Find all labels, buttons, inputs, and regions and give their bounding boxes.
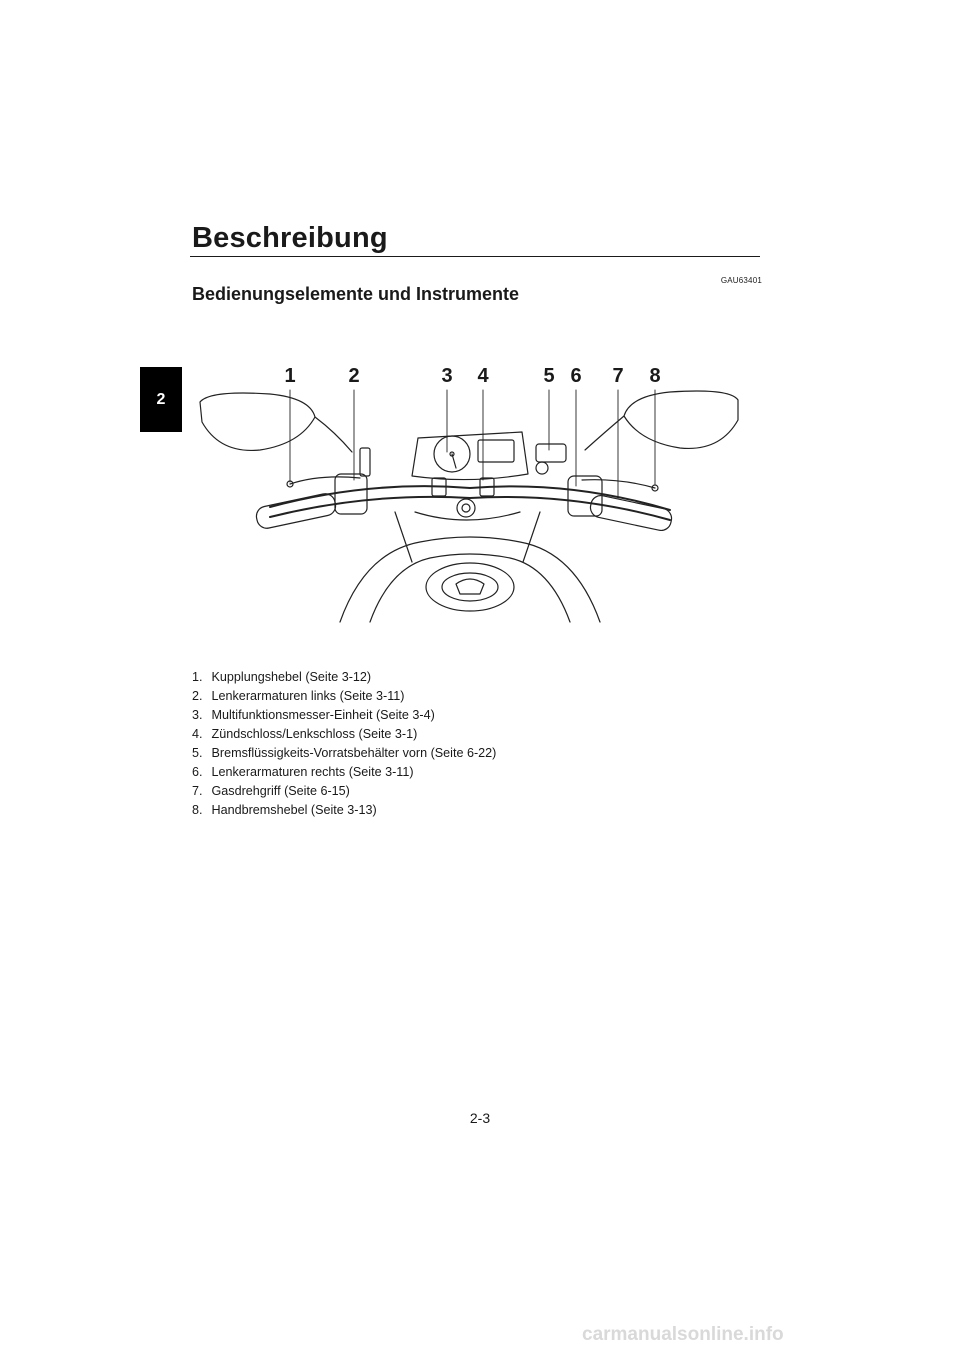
clutch-lever (290, 477, 360, 484)
right-mirror (624, 391, 738, 448)
legend-item (192, 706, 496, 725)
callout-2: 2 (348, 365, 360, 387)
legend-item (192, 763, 496, 782)
brake-lever (582, 480, 655, 488)
callout-4: 4 (477, 365, 489, 387)
left-switch-housing (335, 474, 367, 514)
callout-6: 6 (570, 365, 582, 387)
legend-item (192, 725, 496, 744)
chapter-tab (140, 367, 182, 432)
reference-code: GAU63401 (720, 276, 762, 285)
legend-number: 2. (192, 689, 203, 703)
callout-5: 5 (543, 365, 555, 387)
left-mirror (200, 393, 315, 450)
legend-text: Lenkerarmaturen links (Seite 3-11) (211, 689, 405, 703)
legend-number: 6. (192, 765, 203, 779)
legend-item (192, 668, 496, 687)
callout-8: 8 (649, 365, 661, 387)
legend-item (192, 687, 496, 706)
callout-7: 7 (612, 365, 624, 387)
legend-number: 1. (192, 670, 203, 684)
callout-3: 3 (441, 365, 453, 387)
legend-item (192, 782, 496, 801)
legend-item (192, 801, 496, 820)
legend-number: 8. (192, 803, 203, 817)
chapter-tab-number: 2 (156, 390, 166, 408)
watermark: carmanualsonline.info (582, 1324, 784, 1345)
fuel-cap (426, 563, 514, 611)
legend-text: Bremsflüssigkeits-Vorratsbehälter vorn (Seite 6-22) (211, 746, 497, 760)
legend-text: Zündschloss/Lenkschloss (Seite 3-1) (211, 727, 418, 741)
legend-text: Handbremshebel (Seite 3-13) (211, 803, 377, 817)
handlebar-illustration (190, 362, 750, 632)
legend-text: Multifunktionsmesser-Einheit (Seite 3-4) (211, 708, 435, 722)
figure-legend (192, 668, 496, 820)
callout-1: 1 (284, 365, 296, 387)
legend-item (192, 744, 496, 763)
page-number: 2-3 (469, 1110, 491, 1126)
legend-text: Kupplungshebel (Seite 3-12) (211, 670, 372, 684)
chapter-title: Beschreibung (192, 222, 388, 254)
legend-number: 5. (192, 746, 203, 760)
section-heading: Bedienungselemente und Instrumente (192, 284, 520, 304)
title-divider (190, 256, 760, 257)
brake-reservoir (536, 444, 566, 462)
legend-text: Gasdrehgriff (Seite 6-15) (211, 784, 350, 798)
legend-number: 3. (192, 708, 203, 722)
legend-number: 4. (192, 727, 203, 741)
legend-text: Lenkerarmaturen rechts (Seite 3-11) (211, 765, 414, 779)
legend-number: 7. (192, 784, 203, 798)
